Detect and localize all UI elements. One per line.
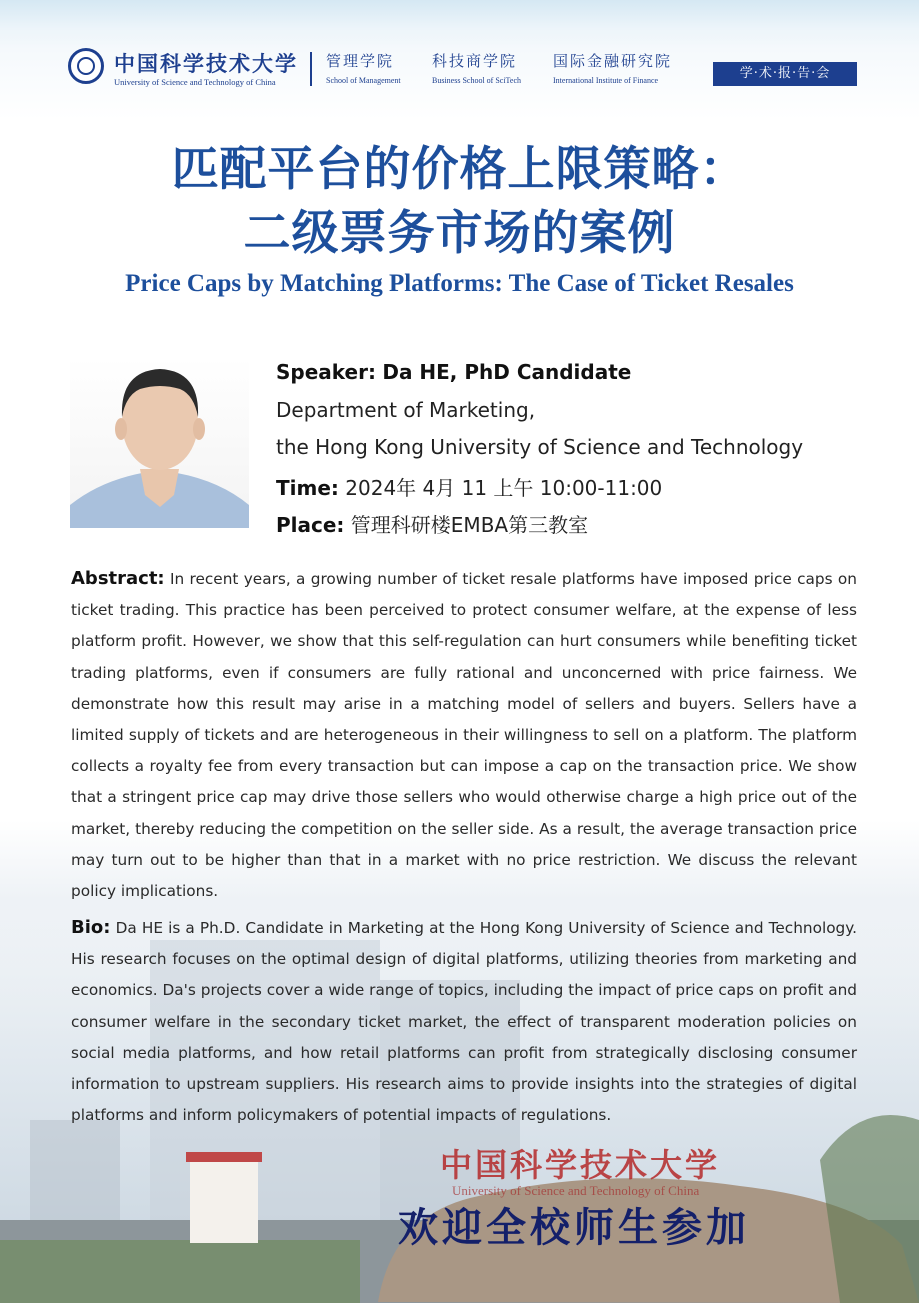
- bio-label: Bio:: [71, 917, 111, 938]
- title-cn-line1: 匹配平台的价格上限策略：: [171, 142, 748, 197]
- title-cn-line2: 二级票务市场的案例: [243, 206, 676, 261]
- time-value: 2024年 4月 11 上午 10:00-11:00: [345, 476, 663, 500]
- school-name-cn: 科技商学院: [432, 52, 518, 70]
- school-finance: [553, 50, 672, 85]
- school-scitech: [432, 50, 521, 85]
- speaker-portrait-icon: [70, 357, 249, 528]
- bio-text: Da HE is a Ph.D. Candidate in Marketing at the Hong Kong University of Science and Technology. His research focuses on the optimal design of digital platforms, utilizing theories from marketing and economics. Da's projects cover a wide range of topics, including the impact of price caps on profit and consumer welfare in the secondary ticket market, the effect of transparent moderation policies on social media platforms, and how retail platforms can profit from strategically disclosing consumer information to upstream suppliers. His research aims to provide insights into the strategies of digital platforms and inform policymakers of potential impacts of regulations.: [71, 919, 857, 1125]
- speaker-name: Da HE, PhD Candidate: [382, 360, 632, 384]
- speaker-photo: [70, 357, 249, 528]
- header: [66, 44, 866, 94]
- stone-university-name-cn: 中国科学技术大学: [440, 1146, 721, 1184]
- school-name-en: Business School of SciTech: [432, 76, 521, 85]
- abstract-section: [71, 563, 857, 907]
- school-name-cn: 国际金融研究院: [553, 52, 673, 70]
- stone-university-name-en: University of Science and Technology of China: [452, 1183, 700, 1198]
- header-divider: [310, 52, 312, 86]
- affiliation-line1: Department of Marketing,: [276, 398, 536, 422]
- university-name-cn: 中国科学技术大学: [114, 51, 298, 76]
- abstract-label: Abstract:: [71, 568, 165, 589]
- place-label: Place:: [276, 513, 345, 537]
- time-line: [276, 472, 662, 501]
- school-name-en: School of Management: [326, 76, 401, 85]
- school-name-en: International Institute of Finance: [553, 76, 659, 85]
- speaker-label: Speaker:: [276, 360, 376, 384]
- seminar-badge: 学·术·报·告·会: [713, 62, 857, 86]
- top-decoration: [0, 0, 919, 48]
- place-line: [276, 509, 588, 538]
- welcome-slogan: 欢迎全校师生参加: [398, 1204, 750, 1251]
- school-management: [326, 50, 401, 85]
- university-name-en: University of Science and Technology of China: [114, 77, 276, 87]
- place-value: 管理科研楼EMBA第三教室: [350, 513, 589, 537]
- university-seal-icon: [68, 48, 104, 84]
- bio-section: [71, 912, 857, 1131]
- title-en: Price Caps by Matching Platforms: The Case of Ticket Resales: [125, 270, 794, 297]
- abstract-text: In recent years, a growing number of ticket resale platforms have imposed price caps on ticket trading. This practice has been perceived to protect consumer welfare, at the expense of less platform profit. However, we show that this self-regulation can hurt consumers while benefiting ticket trading platforms, even if consumers are fully rational and unconcerned with price fairness. We demonstrate how this result may arise in a matching model of sellers and buyers. Sellers have a limited supply of tickets and are heterogeneous in their willingness to sell on a platform. The platform collects a royalty fee from every transaction but can impose a cap on the transaction price. We show that a stringent price cap may drive those sellers who would otherwise charge a high price out of the market, thereby reducing the competition on the seller side. As a result, the average transaction price may turn out to be higher than that in a market with no price restriction. We discuss the relevant policy implications.: [71, 570, 857, 901]
- time-label: Time:: [276, 476, 339, 500]
- speaker-line: [276, 360, 631, 384]
- school-name-cn: 管理学院: [326, 52, 395, 70]
- affiliation-line2: the Hong Kong University of Science and Technology: [276, 435, 804, 459]
